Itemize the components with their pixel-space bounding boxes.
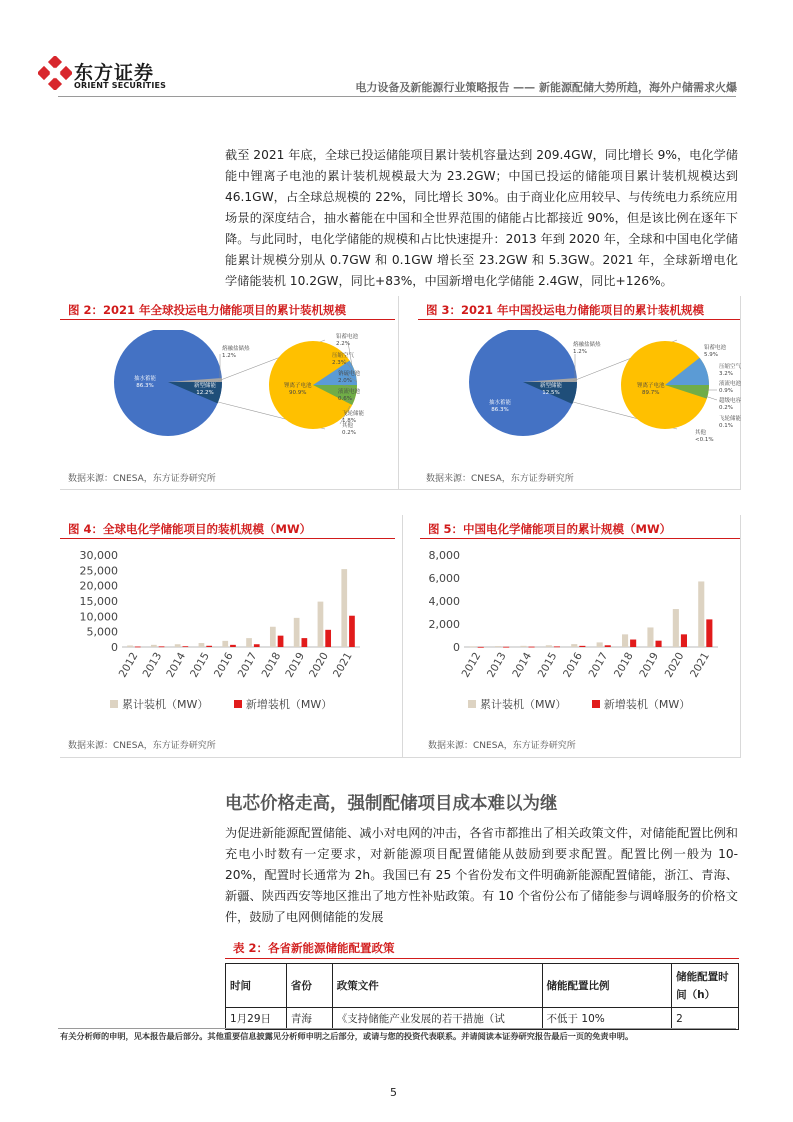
fig4-legend-cum: 累计装机（MW）	[122, 698, 209, 711]
x-tick-label: 2014	[510, 650, 535, 680]
bar-cum-2013	[495, 646, 501, 647]
bar-new-2020	[325, 630, 331, 647]
cell-province: 青海	[286, 1008, 332, 1030]
bar-cum-2012	[470, 646, 476, 647]
y-tick-label: 5,000	[86, 625, 118, 639]
x-tick-label: 2014	[164, 650, 189, 680]
y-tick-label: 20,000	[79, 579, 118, 593]
disclaimer: 有关分析师的申明，见本报告最后部分。其他重要信息披露见分析师申明之后部分，或请与您的投资代表联系。并请阅读本证券研究报告最后一页的免责申明。	[60, 1031, 634, 1041]
bar-cum-2018	[270, 627, 276, 647]
footer-divider	[58, 1028, 736, 1029]
fig3-label-flywheel: 飞轮储能 0.1%	[719, 416, 742, 429]
y-tick-label: 10,000	[79, 610, 118, 624]
bar-cum-2012	[127, 645, 133, 647]
fig-bottom-rule	[60, 489, 740, 490]
fig3-label-li: 锂离子电池 89.7%	[637, 383, 665, 396]
fig-bottom-rule-2	[60, 757, 740, 758]
intro-paragraph: 截至 2021 年底，全球已投运储能项目累计装机容量达到 209.4GW，同比增长 9%，电化学储能中锂离子电池的累计装机规模最大为 23.2GW；中国已投运的储能项目累计装机规模达到 46.1GW，占全球总规模的 22%，同比增长 30%。由于商业化应用较早、与传统电力系统应用场景的深度结合，抽水蓄能在中国和全世界范围的储能占比都接近 90%，但是该比例在逐年下降。与此同时，电化学储能的规模和占比快速提升：2013 年到 2020 年，全球和中国电化学储能累计规模分别从 0.7GW 和 0.1GW 增长至 23.2GW 和 5.3GW。2021 年，全球新增电化学储能装机 10.2GW，同比+83%，中国新增电化学储能 2.4GW，同比+126%。	[225, 148, 738, 288]
fig2-label-flow: 液流电池 0.6%	[338, 389, 361, 402]
x-tick-label: 2018	[259, 650, 284, 680]
bar-new-2012	[135, 647, 141, 648]
fig4-source: 数据来源：CNESA，东方证券研究所	[68, 741, 216, 751]
x-tick-label: 2020	[307, 650, 331, 680]
table-row	[226, 1008, 739, 1030]
orient-securities-logo	[38, 56, 72, 90]
x-tick-label: 2016	[561, 650, 585, 680]
x-tick-label: 2020	[662, 650, 687, 680]
th-time: 时间	[226, 964, 287, 1008]
bar-cum-2019	[647, 627, 653, 647]
report-title: 电力设备及新能源行业策略报告 —— 新能源配储大势所趋，海外户储需求火爆	[355, 81, 737, 94]
y-tick-label: 25,000	[79, 564, 118, 578]
bar-cum-2018	[622, 634, 628, 647]
fig2-label-caes: 压缩空气 2.3%	[332, 353, 355, 366]
y-tick-label: 4,000	[428, 595, 460, 608]
fig4-title-rule	[60, 538, 395, 539]
fig3-title-rule	[418, 319, 740, 320]
fig3-label-other: 其他 <0.1%	[695, 430, 714, 443]
fig2-source: 数据来源：CNESA，东方证券研究所	[68, 474, 216, 484]
brand-name-en: ORIENT SECURITIES	[74, 81, 167, 90]
table-header-row	[226, 964, 739, 1008]
y-tick-label: 30,000	[79, 549, 118, 562]
fig2-label-new: 新型储能 12.2%	[194, 383, 217, 396]
bar-new-2015	[554, 646, 560, 647]
x-tick-label: 2017	[235, 650, 260, 680]
bar-cum-2019	[294, 618, 300, 647]
legend-swatch-new	[592, 700, 600, 708]
cell-policy: 《支持储能产业发展的若干措施（试	[332, 1008, 542, 1030]
fig2-label-pumped: 抽水蓄能 86.3%	[134, 376, 157, 389]
x-tick-label: 2021	[330, 650, 355, 680]
x-tick-label: 2013	[140, 650, 165, 680]
fig3-label-new: 新型储能 12.5%	[540, 383, 563, 396]
x-tick-label: 2019	[637, 650, 662, 680]
bar-cum-2014	[175, 644, 181, 647]
bar-new-2020	[681, 634, 687, 647]
fig2-title: 图 2：2021 年全球投运电力储能项目的累计装机规模	[68, 303, 347, 317]
y-tick-label: 0	[111, 641, 118, 654]
policy-table	[225, 963, 739, 1030]
bar-new-2017	[254, 644, 260, 647]
y-tick-label: 15,000	[79, 595, 118, 608]
bar-cum-2017	[246, 638, 252, 647]
y-tick-label: 0	[453, 641, 460, 654]
x-tick-label: 2012	[116, 650, 141, 680]
fig5-source: 数据来源：CNESA，东方证券研究所	[428, 741, 576, 751]
bar-cum-2016	[571, 644, 577, 647]
cell-date: 1月29日	[226, 1008, 287, 1030]
fig3-label-supercap: 超级电容 0.2%	[719, 398, 742, 411]
page-number: 5	[390, 1086, 397, 1099]
brand-name: 东方证券	[74, 62, 155, 84]
legend-swatch-new	[234, 700, 242, 708]
y-tick-label: 6,000	[428, 572, 460, 585]
bar-new-2014	[529, 647, 535, 648]
bar-new-2016	[230, 645, 236, 647]
legend-swatch-cum	[468, 700, 476, 708]
bar-cum-2021	[698, 581, 704, 647]
section-heading: 电芯价格走高，强制配储项目成本难以为继	[225, 794, 558, 814]
fig2-label-lead: 铅蓄电池 2.2%	[336, 334, 359, 347]
x-tick-label: 2016	[211, 650, 236, 680]
fig4-title: 图 4：全球电化学储能项目的装机规模（MW）	[68, 522, 312, 536]
bar-new-2017	[605, 645, 611, 647]
fig3-label-lead: 铅蓄电池 5.9%	[704, 345, 727, 358]
bar-new-2019	[656, 641, 662, 647]
x-tick-label: 2021	[688, 650, 712, 680]
bar-cum-2020	[673, 609, 679, 647]
bar-cum-2015	[199, 643, 205, 647]
bar-new-2013	[503, 647, 509, 648]
bar-cum-2014	[520, 646, 526, 647]
fig5-title-rule	[420, 538, 740, 539]
cell-ratio: 不低于 10%	[542, 1008, 672, 1030]
th-hours: 储能配置时间（h）	[672, 964, 739, 1008]
fig2-label-nas: 钠硫电池 2.0%	[338, 371, 361, 384]
y-tick-label: 2,000	[428, 618, 460, 631]
x-tick-label: 2012	[459, 650, 484, 680]
header-divider	[58, 96, 736, 97]
fig3-label-molten: 熔融盐储热 1.2%	[573, 342, 601, 355]
x-tick-label: 2018	[611, 650, 636, 680]
bar-new-2018	[630, 640, 636, 647]
fig2-label-flywheel: 飞轮储能 1.8%	[342, 411, 365, 424]
fig2-label-other: 其他 0.2%	[342, 423, 356, 436]
fig5-legend-new: 新增装机（MW）	[603, 698, 691, 711]
bar-new-2021	[349, 616, 355, 647]
bar-cum-2015	[546, 645, 552, 647]
fig2-label-li: 锂离子电池 90.9%	[284, 383, 312, 396]
bar-new-2014	[183, 646, 189, 647]
bar-new-2019	[302, 638, 308, 647]
x-tick-label: 2019	[283, 650, 308, 680]
x-tick-label: 2013	[484, 650, 509, 680]
bar-cum-2020	[318, 602, 324, 647]
section-paragraph: 为促进新能源配置储能、减小对电网的冲击，各省市都推出了相关政策文件，对储能配置比例和充电小时数有一定要求，对新能源项目配置储能从鼓励到要求配置。配置比例一般为 10-20%，配置时长通常为 2h。我国已有 25 个省份发布文件明确新能源配置储能，浙江、青海、新疆、陕西西安等地区推出了地方性补贴政策。有 10 个省份公布了储能参与调峰服务的价格文件，鼓励了电网侧储能的发展	[225, 826, 738, 924]
bar-cum-2013	[151, 645, 157, 647]
fig5-legend	[468, 696, 690, 712]
legend-swatch-cum	[110, 700, 118, 708]
bar-new-2013	[159, 646, 165, 647]
fig3-title: 图 3：2021 年中国投运电力储能项目的累计装机规模	[426, 303, 705, 317]
bar-cum-2017	[597, 642, 603, 647]
table2-title: 表 2：各省新能源储能配置政策	[233, 941, 395, 955]
bar-cum-2016	[222, 641, 228, 647]
bar-new-2018	[278, 636, 284, 647]
fig5-title: 图 5：中国电化学储能项目的累计规模（MW）	[428, 522, 672, 536]
x-tick-label: 2017	[586, 650, 611, 680]
fig-divider-2	[402, 515, 403, 758]
th-policy: 政策文件	[332, 964, 542, 1008]
cell-hours: 2	[672, 1008, 739, 1030]
fig3-label-flow: 液流电池 0.9%	[719, 381, 742, 394]
th-ratio: 储能配置比例	[542, 964, 672, 1008]
bar-cum-2021	[341, 569, 347, 647]
bar-new-2015	[206, 646, 212, 647]
x-tick-label: 2015	[535, 650, 560, 680]
fig4-legend-new: 新增装机（MW）	[245, 698, 333, 711]
fig-divider-right-2	[740, 515, 741, 758]
fig5-bar-chart	[418, 545, 738, 715]
x-tick-label: 2015	[188, 650, 212, 680]
bar-new-2016	[579, 646, 585, 647]
fig3-source: 数据来源：CNESA，东方证券研究所	[426, 474, 574, 484]
fig2-label-molten: 熔融盐储热 1.2%	[222, 346, 250, 359]
fig2-title-rule	[60, 319, 395, 320]
y-tick-label: 8,000	[428, 549, 460, 562]
fig4-bar-chart	[60, 545, 400, 715]
bar-new-2012	[478, 647, 484, 648]
table2-title-rule	[225, 958, 739, 959]
bar-new-2021	[706, 619, 712, 647]
th-province: 省份	[286, 964, 332, 1008]
fig4-legend	[110, 696, 332, 712]
fig5-legend-cum: 累计装机（MW）	[480, 698, 567, 711]
fig3-label-pumped: 抽水蓄能 86.3%	[489, 400, 512, 413]
fig3-label-caes: 压缩空气 3.2%	[719, 364, 742, 377]
